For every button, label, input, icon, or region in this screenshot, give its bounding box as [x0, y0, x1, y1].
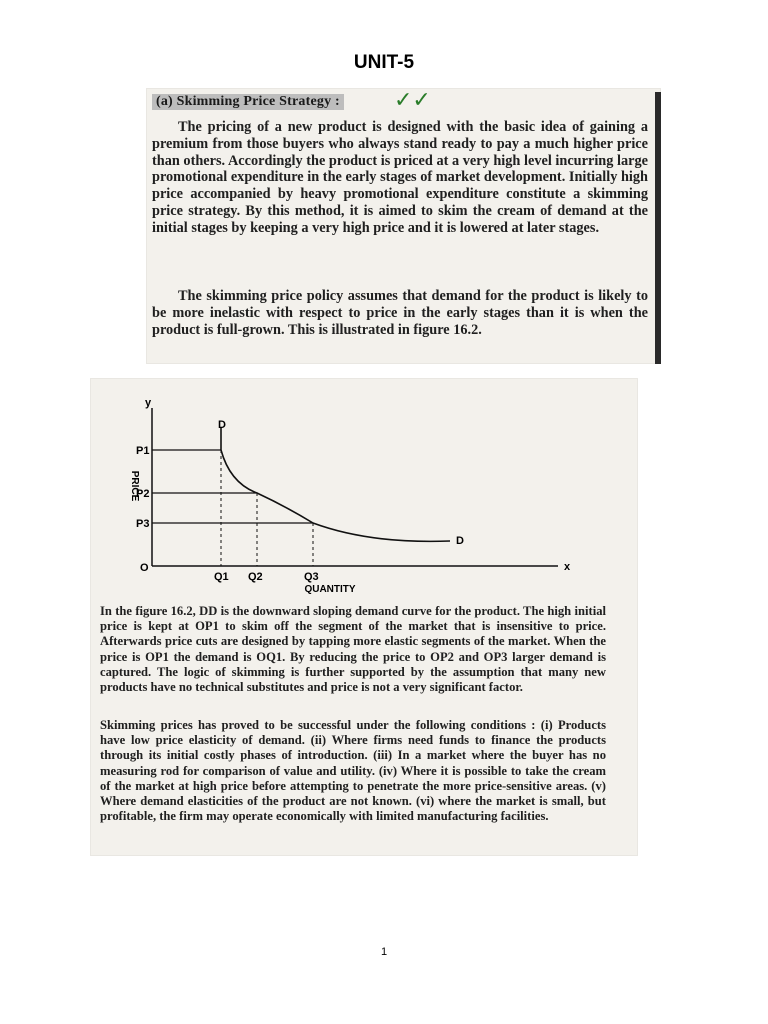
- scan-edge: [655, 92, 661, 364]
- curve-end-label: D: [456, 535, 464, 547]
- p1-label: P1: [136, 445, 150, 457]
- x-axis-letter: x: [564, 561, 571, 573]
- section-heading: (a) Skimming Price Strategy :: [152, 94, 344, 110]
- p3-label: P3: [136, 518, 150, 530]
- q3-label: Q3: [304, 571, 319, 583]
- q1-label: Q1: [214, 571, 229, 583]
- p2-label: P2: [136, 488, 150, 500]
- paragraph-4: Skimming prices has proved to be successful under the following conditions : (i) Products have low price elasticity of demand. (ii) Where firms need funds to finance the products through its initial costly phases of introduction. (iii) In a market where the buyer has no measuring rod for comparison of value and utility. (iv) Where it is possible to take the cream of the market at high price before attempting to penetrate the more price-sensitive areas. (v) Where demand elasticities of the product are not known. (vi) where the market is small, but profitable, the firm may operate economically with limited manufacturing facilities.: [100, 718, 606, 824]
- q2-label: Q2: [248, 571, 263, 583]
- demand-curve: [221, 428, 450, 541]
- checkmark-icon: ✓✓: [394, 88, 431, 113]
- quantity-axis-title: QUANTITY: [304, 584, 356, 595]
- paragraph-1: The pricing of a new product is designed with the basic idea of gaining a premium from those buyers who always stand ready to pay a much higher price than others. Accordingly the product is priced at a very high level incurring large promotional expenditure in the early stages of market development. Initially high price accompanied by heavy promotional expenditure constitute a skimming price strategy. By this method, it is aimed to skim the cream of demand at the initial stages by keeping a very high price and it is lowered at later stages.: [152, 119, 648, 236]
- paragraph-2: The skimming price policy assumes that demand for the product is likely to be more inelastic with respect to price in the early stages than it is when the product is full-grown. This is illustrated in figure 16.2.: [152, 288, 648, 338]
- demand-chart: [90, 378, 638, 600]
- scanned-text-top: [146, 88, 661, 364]
- paragraph-3: In the figure 16.2, DD is the downward sloping demand curve for the product. The high initial price is kept at OP1 to skim off the segment of the market that is insensitive to price. Afterwards price cuts are designed by tapping more elastic segments of the market. When the price is OP1 the demand is OQ1. By reducing the price to OP2 and OP3 larger demand is captured. The logic of skimming is further supported by the assumption that many new products have no technical substitutes and price is not a very significant factor.: [100, 604, 606, 695]
- scanned-figure-and-text: [90, 378, 638, 856]
- page-title: UNIT-5: [353, 52, 415, 73]
- page-number: 1: [380, 946, 388, 958]
- y-axis-letter: y: [144, 397, 152, 409]
- price-axis-title: PRICE: [129, 470, 140, 502]
- curve-start-label: D: [218, 419, 226, 431]
- origin-label: O: [140, 562, 149, 574]
